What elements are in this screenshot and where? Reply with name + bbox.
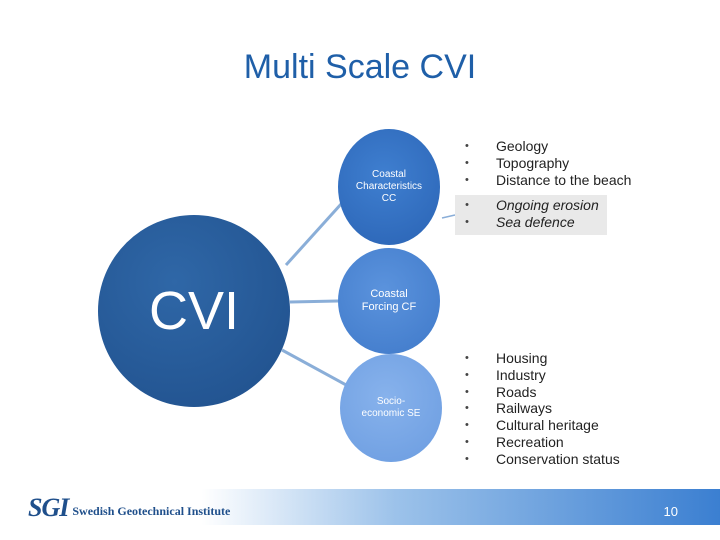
coastal-forcing-node xyxy=(338,248,440,354)
cf-factor-list xyxy=(465,197,599,231)
list-item: • Cultural heritage xyxy=(465,417,620,434)
slide-title: Multi Scale CVI xyxy=(243,48,477,86)
cc-label-line: CC xyxy=(381,193,397,204)
list-item: • Ongoing erosion xyxy=(465,197,599,214)
list-item: • Roads xyxy=(465,384,620,401)
cc-label-line: Characteristics xyxy=(355,181,423,192)
socio-economic-node xyxy=(340,354,442,462)
cvi-node: CVI xyxy=(98,215,290,407)
list-item: • Sea defence xyxy=(465,214,599,231)
list-item: • Industry xyxy=(465,367,620,384)
se-label-line: economic SE xyxy=(361,408,421,419)
logo-text: Swedish Geotechnical Institute xyxy=(72,503,231,518)
cf-label-line: Coastal xyxy=(370,288,408,300)
se-label-line: Socio- xyxy=(376,396,406,407)
footer-bar xyxy=(0,489,720,525)
list-item: • Recreation xyxy=(465,434,620,451)
coastal-characteristics-node xyxy=(338,129,440,245)
list-item: • Railways xyxy=(465,400,620,417)
logo-mark: SGI xyxy=(28,493,69,522)
se-factor-list xyxy=(465,350,620,468)
page-number: 10 xyxy=(663,504,678,519)
cc-factor-list xyxy=(465,138,631,188)
list-item: • Geology xyxy=(465,138,631,155)
list-item: • Housing xyxy=(465,350,620,367)
sgi-logo xyxy=(28,493,230,523)
list-item: • Topography xyxy=(465,155,631,172)
list-item: • Distance to the beach xyxy=(465,172,631,189)
list-item: • Conservation status xyxy=(465,451,620,468)
cf-label-line: Forcing CF xyxy=(361,301,417,313)
cc-label-line: Coastal xyxy=(372,169,406,180)
